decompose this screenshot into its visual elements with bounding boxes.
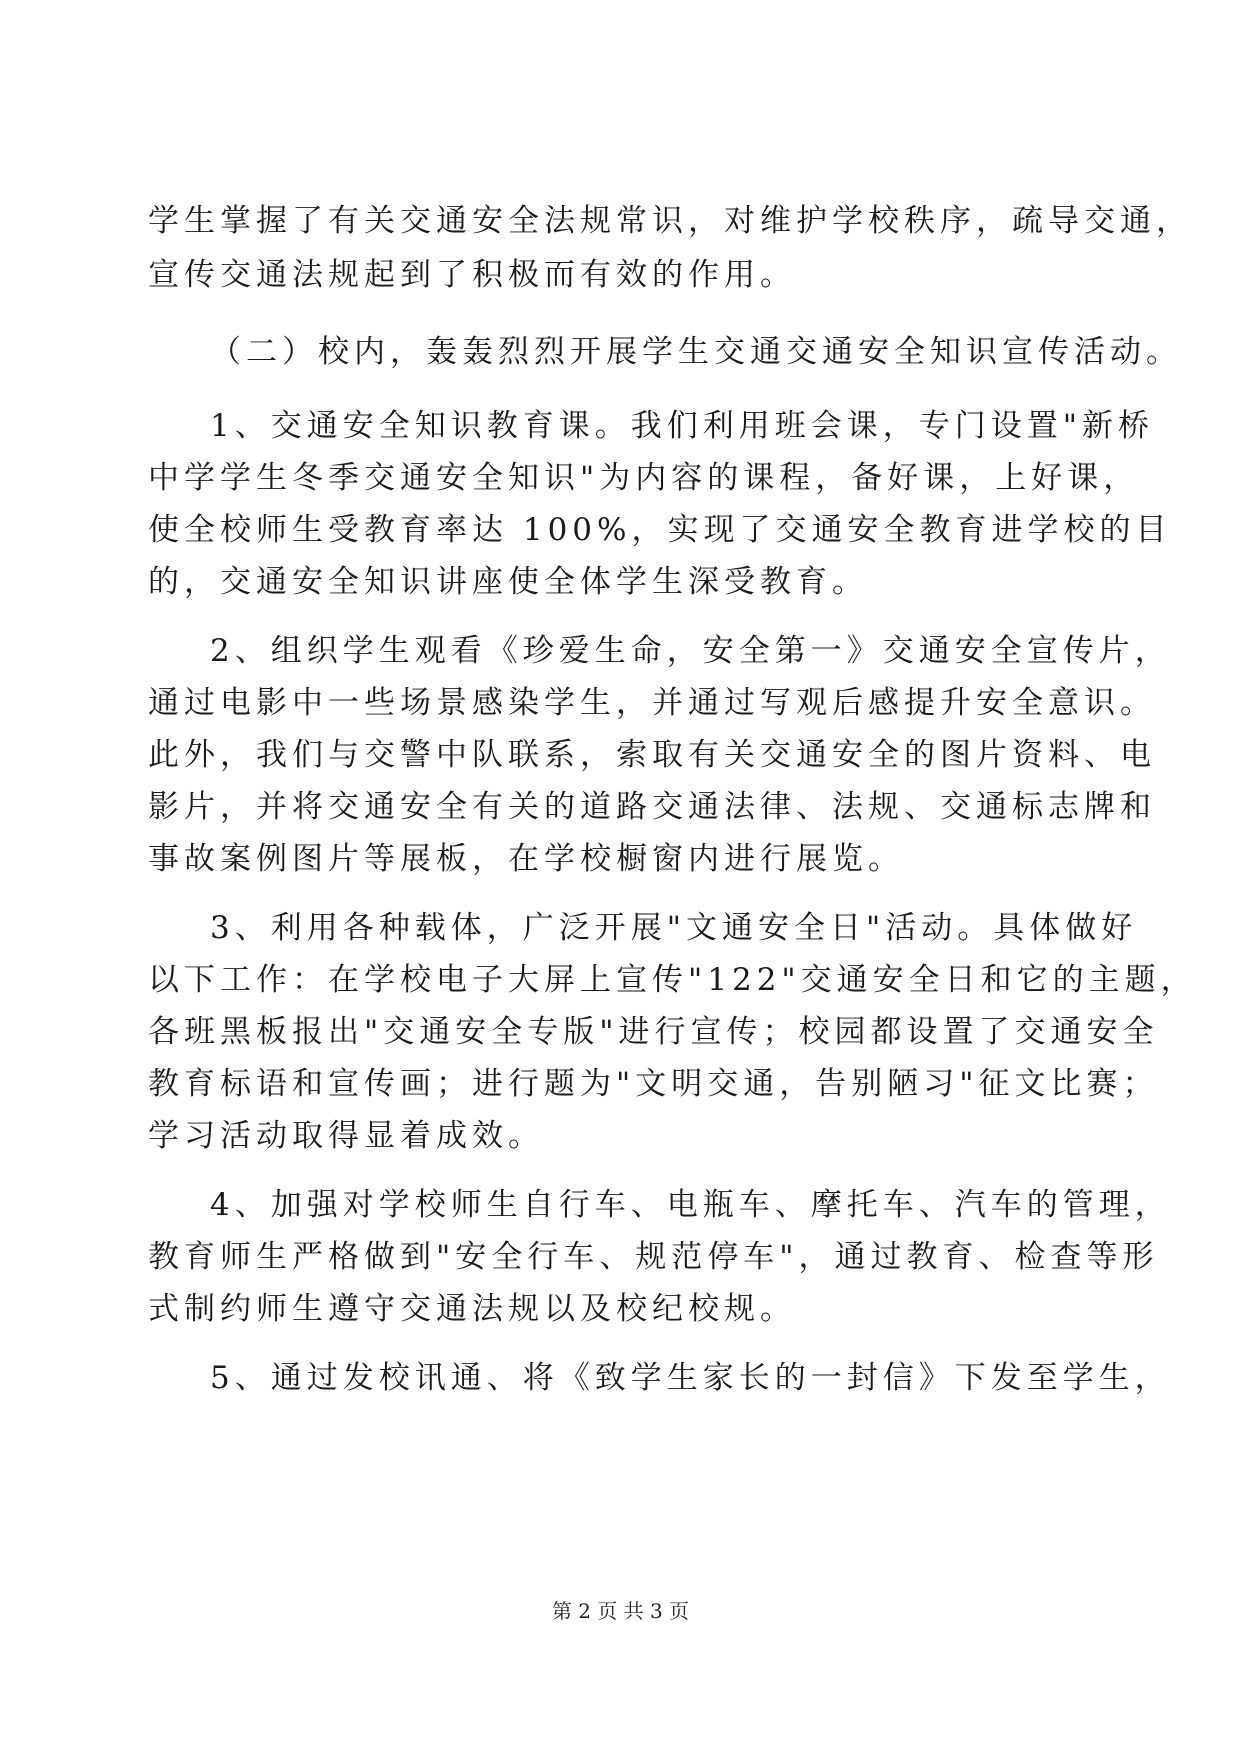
text-line: 各班黑板报出"交通安全专版"进行宣传；校园都设置了交通安全 [148, 1014, 1159, 1050]
page-footer: 第 2 页 共 3 页 [551, 1599, 690, 1623]
text-line: 2、组织学生观看《珍爱生命，安全第一》交通安全宣传片， [210, 633, 1171, 669]
text-line: 4、加强对学校师生自行车、电瓶车、摩托车、汽车的管理， [210, 1187, 1171, 1223]
text-line: 影片，并将交通安全有关的道路交通法律、法规、交通标志牌和 [148, 789, 1156, 825]
text-line: 通过电影中一些场景感染学生，并通过写观后感提升安全意识。 [148, 685, 1156, 721]
text-line: 学生掌握了有关交通安全法规常识，对维护学校秩序，疏导交通， [148, 203, 1192, 239]
text-line: 此外，我们与交警中队联系，索取有关交通安全的图片资料、电 [148, 737, 1156, 773]
text-line: 以下工作：在学校电子大屏上宣传"122"交通安全日和它的主题， [148, 962, 1197, 998]
text-line: 1、交通安全知识教育课。我们利用班会课，专门设置"新桥 [210, 408, 1154, 444]
text-line: 宣传交通法规起到了积极而有效的作用。 [148, 257, 796, 293]
text-line: 中学学生冬季交通安全知识"为内容的课程，备好课，上好课， [148, 460, 1140, 496]
text-line: 教育师生严格做到"安全行车、规范停车"，通过教育、检查等形 [148, 1239, 1159, 1275]
text-line: 使全校师生受教育率达 100%，实现了交通安全教育进学校的目 [148, 512, 1172, 548]
text-line: 式制约师生遵守交通法规以及校纪校规。 [148, 1291, 796, 1327]
text-line: 学习活动取得显着成效。 [148, 1118, 544, 1154]
text-line: 3、利用各种载体，广泛开展"文通安全日"活动。具体做好 [210, 910, 1138, 946]
text-line: 的，交通安全知识讲座使全体学生深受教育。 [148, 564, 868, 600]
text-line: 教育标语和宣传画；进行题为"文明交通，告别陋习"征文比赛； [148, 1066, 1159, 1102]
text-line: 事故案例图片等展板，在学校橱窗内进行展览。 [148, 841, 904, 877]
section-heading: （二）校内，轰轰烈烈开展学生交通交通安全知识宣传活动。 [210, 334, 1182, 370]
text-line: 5、通过发校讯通、将《致学生家长的一封信》下发至学生， [210, 1360, 1171, 1396]
